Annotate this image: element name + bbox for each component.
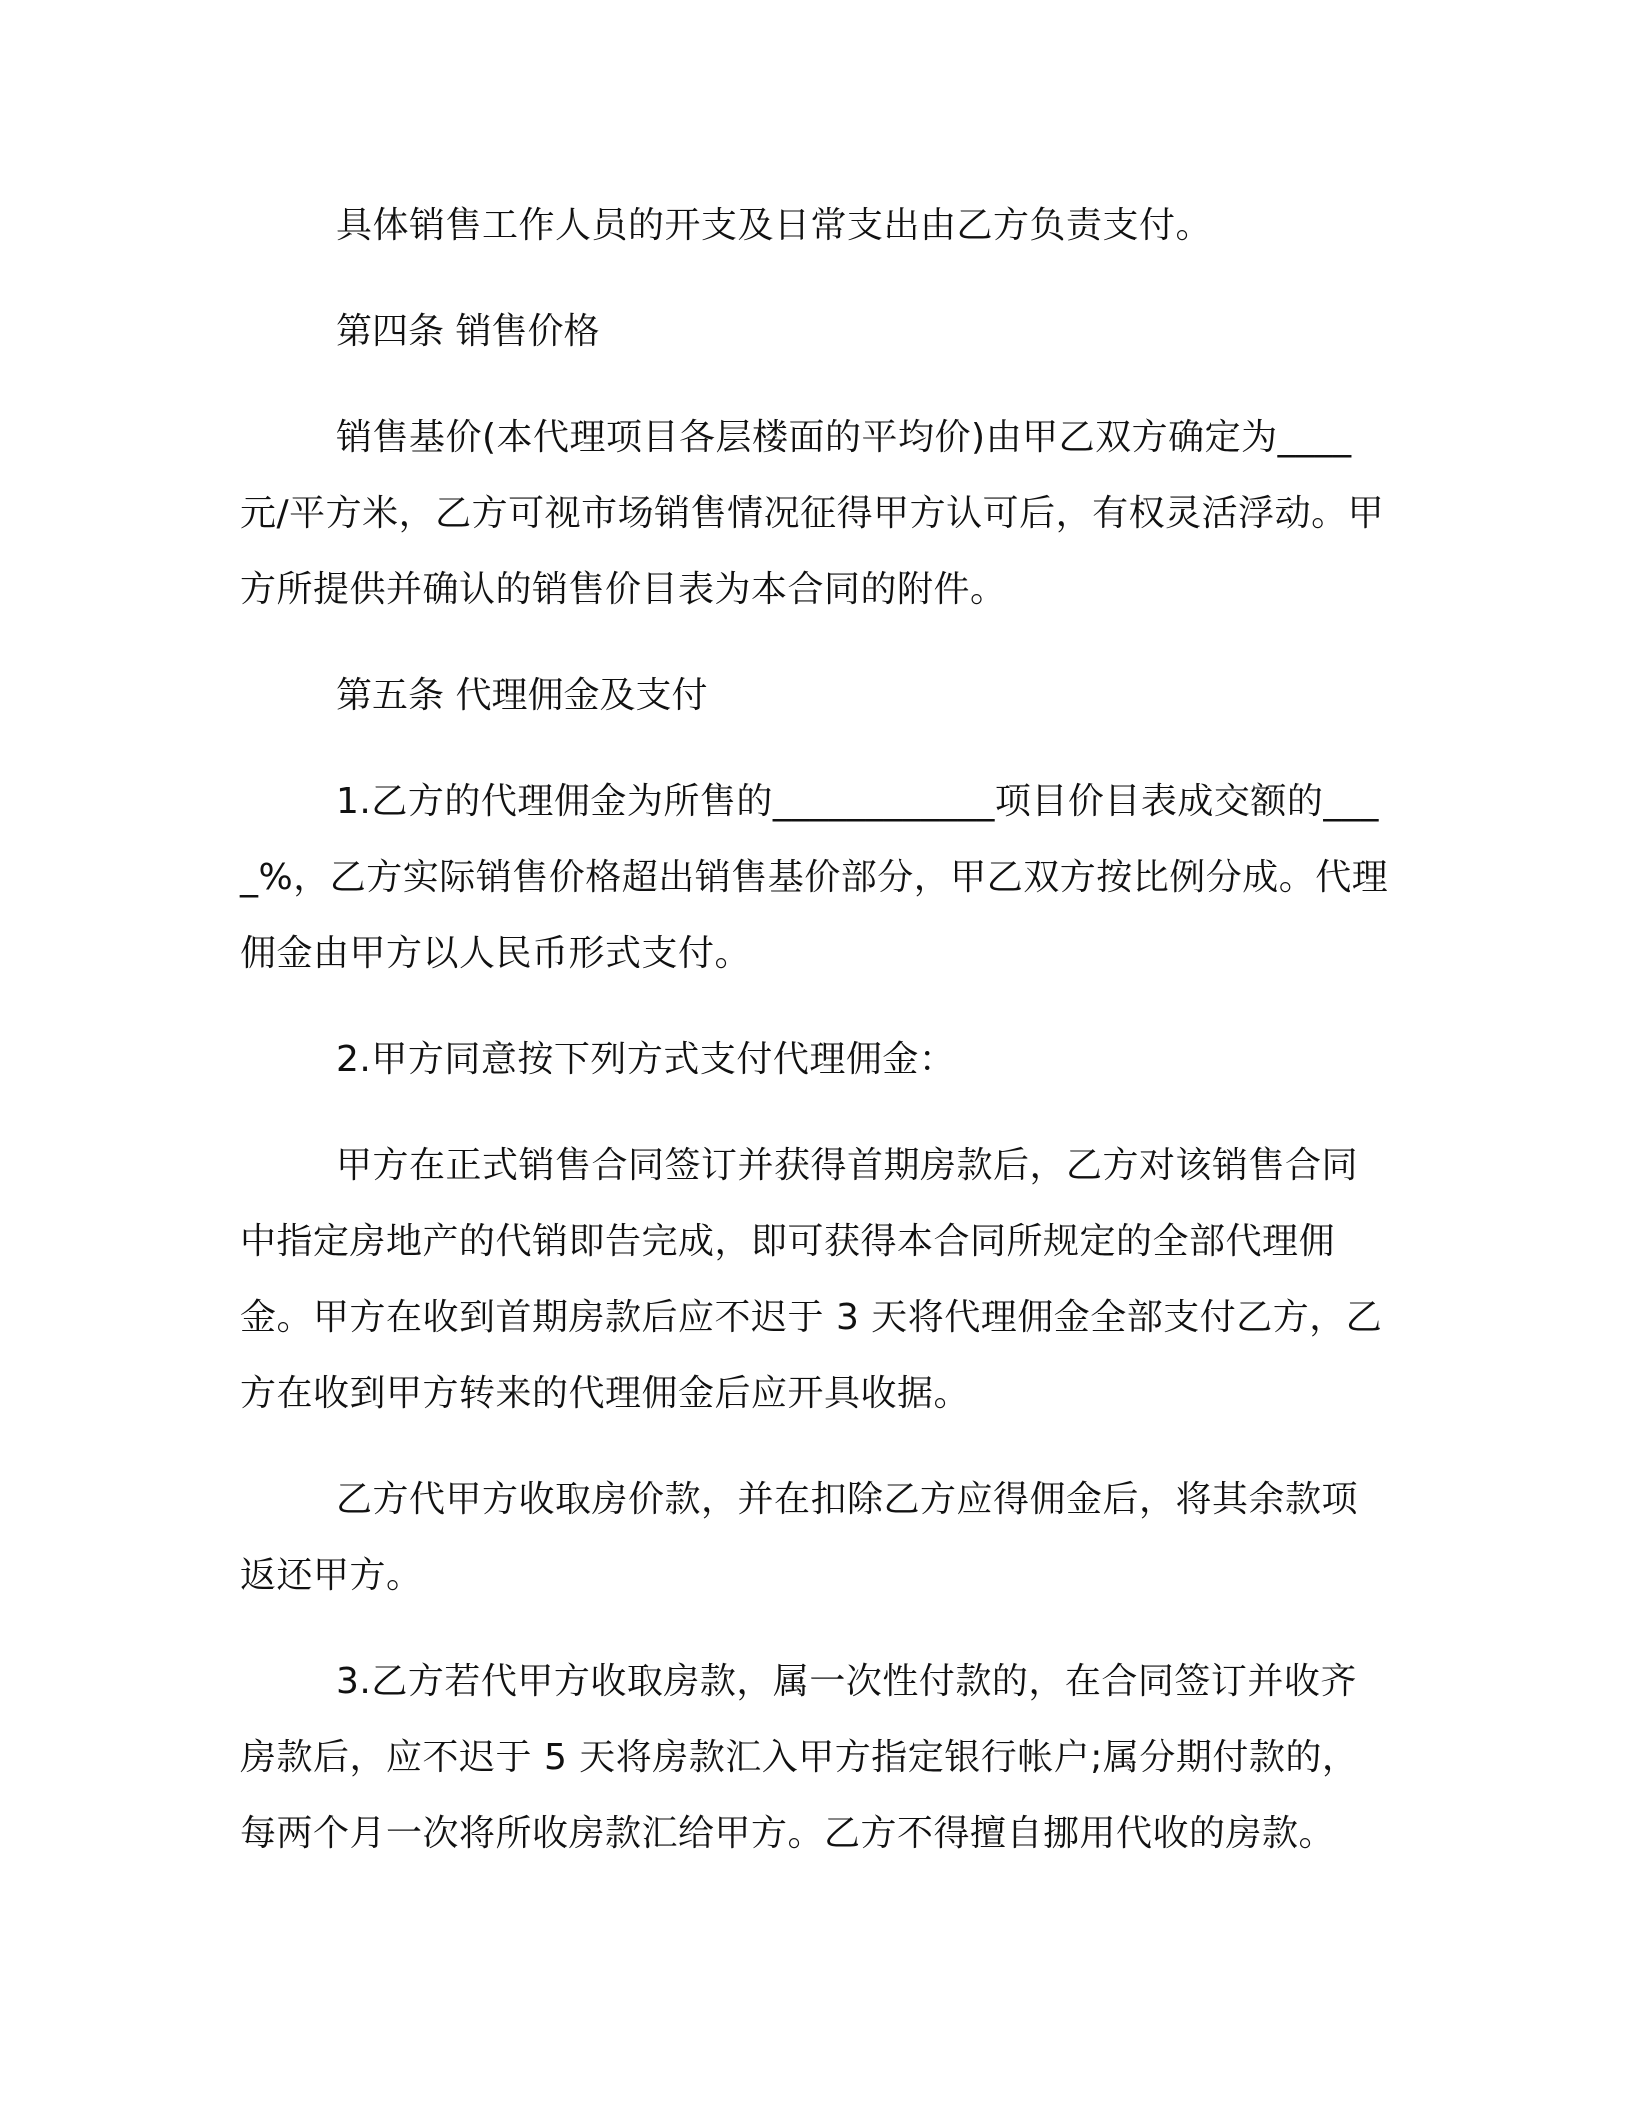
- paragraph-collect-house-price: 乙方代甲方收取房价款，并在扣除乙方应得佣金后，将其余款项返还甲方。: [240, 1479, 1359, 1596]
- heading-article-5: 第五条 代理佣金及支付: [336, 675, 708, 716]
- paragraph-commission-rate: 1.乙方的代理佣金为所售的____________项目价目表成交额的____%，乙方实际销售价格超出销售基价部分，甲乙双方按比例分成。代理佣金由甲方以人民币形式支付。: [240, 781, 1389, 974]
- paragraph-house-payment-transfer: 3.乙方若代甲方收取房款，属一次性付款的，在合同签订并收齐房款后，应不迟于 5 天将房款汇入甲方指定银行帐户;属分期付款的，每两个月一次将所收房款汇给甲方。乙方不得擅自挪用代收的房款。: [240, 1661, 1359, 1854]
- paragraph-commission-payment: 甲方在正式销售合同签订并获得首期房款后，乙方对该销售合同中指定房地产的代销即告完成，即可获得本合同所规定的全部代理佣金。甲方在收到首期房款后应不迟于 3 天将代理佣金全部支付乙方，乙方在收到甲方转来的代理佣金后应开具收据。: [240, 1145, 1383, 1414]
- paragraph-base-price: 销售基价(本代理项目各层楼面的平均价)由甲乙双方确定为____元/平方米，乙方可视市场销售情况征得甲方认可后，有权灵活浮动。甲方所提供并确认的销售价目表为本合同的附件。: [240, 417, 1385, 610]
- document-body: [240, 188, 1390, 1872]
- paragraph-sales-staff-expenses: 具体销售工作人员的开支及日常支出由乙方负责支付。: [336, 205, 1213, 246]
- paragraph-payment-method-intro: 2.甲方同意按下列方式支付代理佣金：: [336, 1039, 956, 1080]
- heading-article-4: 第四条 销售价格: [336, 311, 600, 352]
